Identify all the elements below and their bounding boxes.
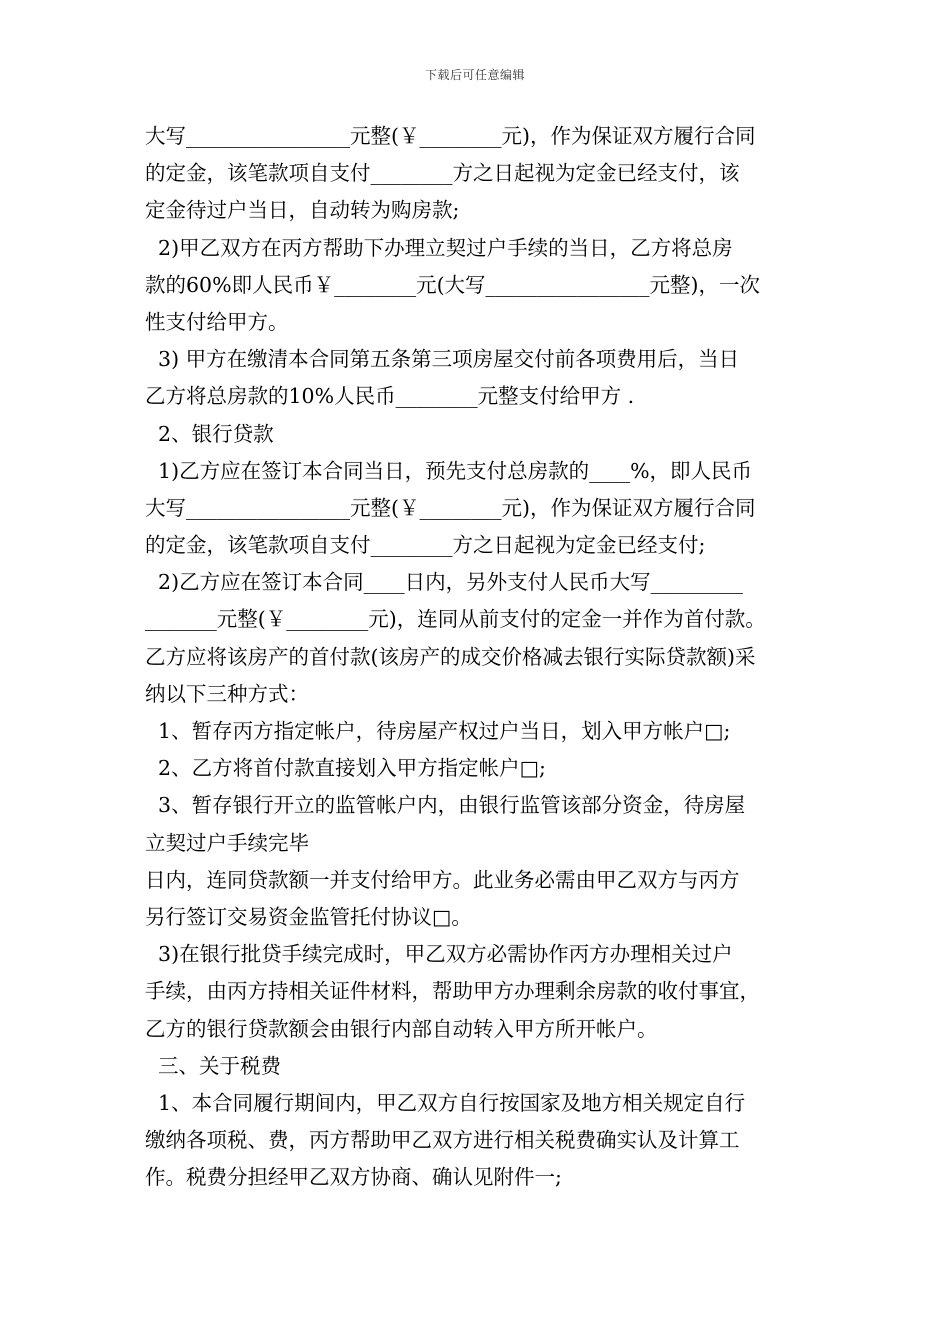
text-line: 纳以下三种方式：	[145, 681, 309, 706]
page-header: 下载后可任意编辑	[424, 68, 525, 82]
text-line: 2)乙方应在签订本合同____日内，另外支付人民币大写_________	[145, 570, 743, 595]
text-line: 大写________________元整(￥________元)，作为保证双方履行合同	[145, 495, 756, 520]
text-line: 2)甲乙双方在丙方帮助下办理立契过户手续的当日，乙方将总房	[145, 235, 733, 260]
text-line: _______元整(￥________元)，连同从前支付的定金一并作为首付款。	[145, 607, 766, 632]
text-line: 3)在银行批贷手续完成时，甲乙双方必需协作丙方办理相关过户	[145, 942, 733, 967]
list-item: 1、暂存丙方指定帐户，待房屋产权过户当日，划入甲方帐户□;	[145, 719, 731, 743]
text-line: 定金待过户当日，自动转为购房款;	[145, 198, 460, 223]
section-heading: 2、银行贷款	[145, 421, 274, 446]
text-line: 3) 甲方在缴清本合同第五条第三项房屋交付前各项费用后，当日	[145, 347, 740, 372]
section-heading: 三、关于税费	[145, 1053, 282, 1078]
text-line: 另行签订交易资金监管托付协议□。	[145, 904, 472, 929]
text-line: 性支付给甲方。	[145, 309, 289, 334]
text-line: 乙方的银行贷款额会由银行内部自动转入甲方所开帐户。	[145, 1016, 658, 1041]
list-item: 2、乙方将首付款直接划入甲方指定帐户□;	[145, 756, 546, 781]
text-line: 缴纳各项税、费，丙方帮助甲乙双方进行相关税费确实认及计算工	[145, 1128, 740, 1153]
text-line: 乙方将总房款的10%人民币________元整支付给甲方 .	[145, 384, 635, 409]
text-line: 的定金，该笔款项自支付________方之日起视为定金已经支付，该	[145, 161, 740, 186]
list-item: 3、暂存银行开立的监管帐户内，由银行监管该部分资金，待房屋	[145, 793, 746, 818]
text-line: 手续，由丙方持相关证件材料，帮助甲方办理剩余房款的收付事宜，	[145, 979, 760, 1004]
text-line: 的定金，该笔款项自支付________方之日起视为定金已经支付;	[145, 533, 706, 558]
text-line: 款的60%即人民币￥________元(大写________________元整)，一次	[145, 272, 761, 297]
document-body	[145, 118, 815, 1196]
text-line: 1)乙方应在签订本合同当日，预先支付总房款的____%，即人民币	[145, 458, 753, 483]
text-line: 作。税费分担经甲乙双方协商、确认见附件一;	[145, 1165, 562, 1190]
text-line: 大写________________元整(￥________元)，作为保证双方履行合同	[145, 124, 756, 148]
text-line: 1、本合同履行期间内，甲乙双方自行按国家及地方相关规定自行	[145, 1090, 746, 1115]
text-line: 立契过户手续完毕	[145, 830, 309, 855]
text-line: 日内，连同贷款额一并支付给甲方。此业务必需由甲乙双方与丙方	[145, 867, 740, 892]
text-line: 乙方应将该房产的首付款(该房产的成交价格减去银行实际贷款额)采	[145, 644, 756, 669]
